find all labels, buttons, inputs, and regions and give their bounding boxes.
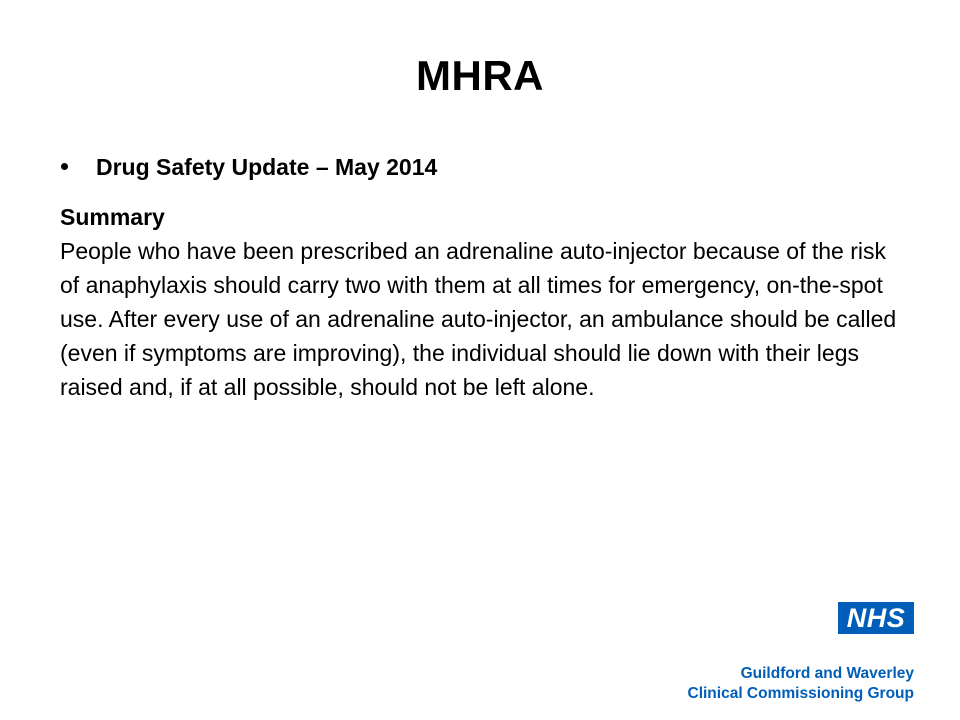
summary-heading: Summary	[60, 204, 165, 230]
nhs-logo-block	[642, 600, 922, 710]
organisation-name-line1: Guildford and Waverley	[740, 665, 914, 682]
summary-text: People who have been prescribed an adrenaline auto-injector because of the risk of anaphylaxis should carry two with them at all times for emergency, on-the-spot use. After every use of an adrenaline auto-injector, an ambulance should be called (even if symptoms are improving), the individual should lie down with their legs raised and, if at all possible, should not be left alone.	[60, 238, 897, 400]
bullet-point-icon	[61, 163, 68, 170]
bullet-text: Drug Safety Update – May 2014	[96, 154, 438, 180]
slide-title: MHRA	[416, 52, 544, 99]
bullet-item	[60, 150, 920, 184]
organisation-name	[688, 664, 915, 704]
nhs-logo-icon: NHS	[838, 602, 914, 634]
slide-content	[60, 150, 920, 404]
organisation-name-line2: Clinical Commissioning Group	[687, 685, 914, 702]
